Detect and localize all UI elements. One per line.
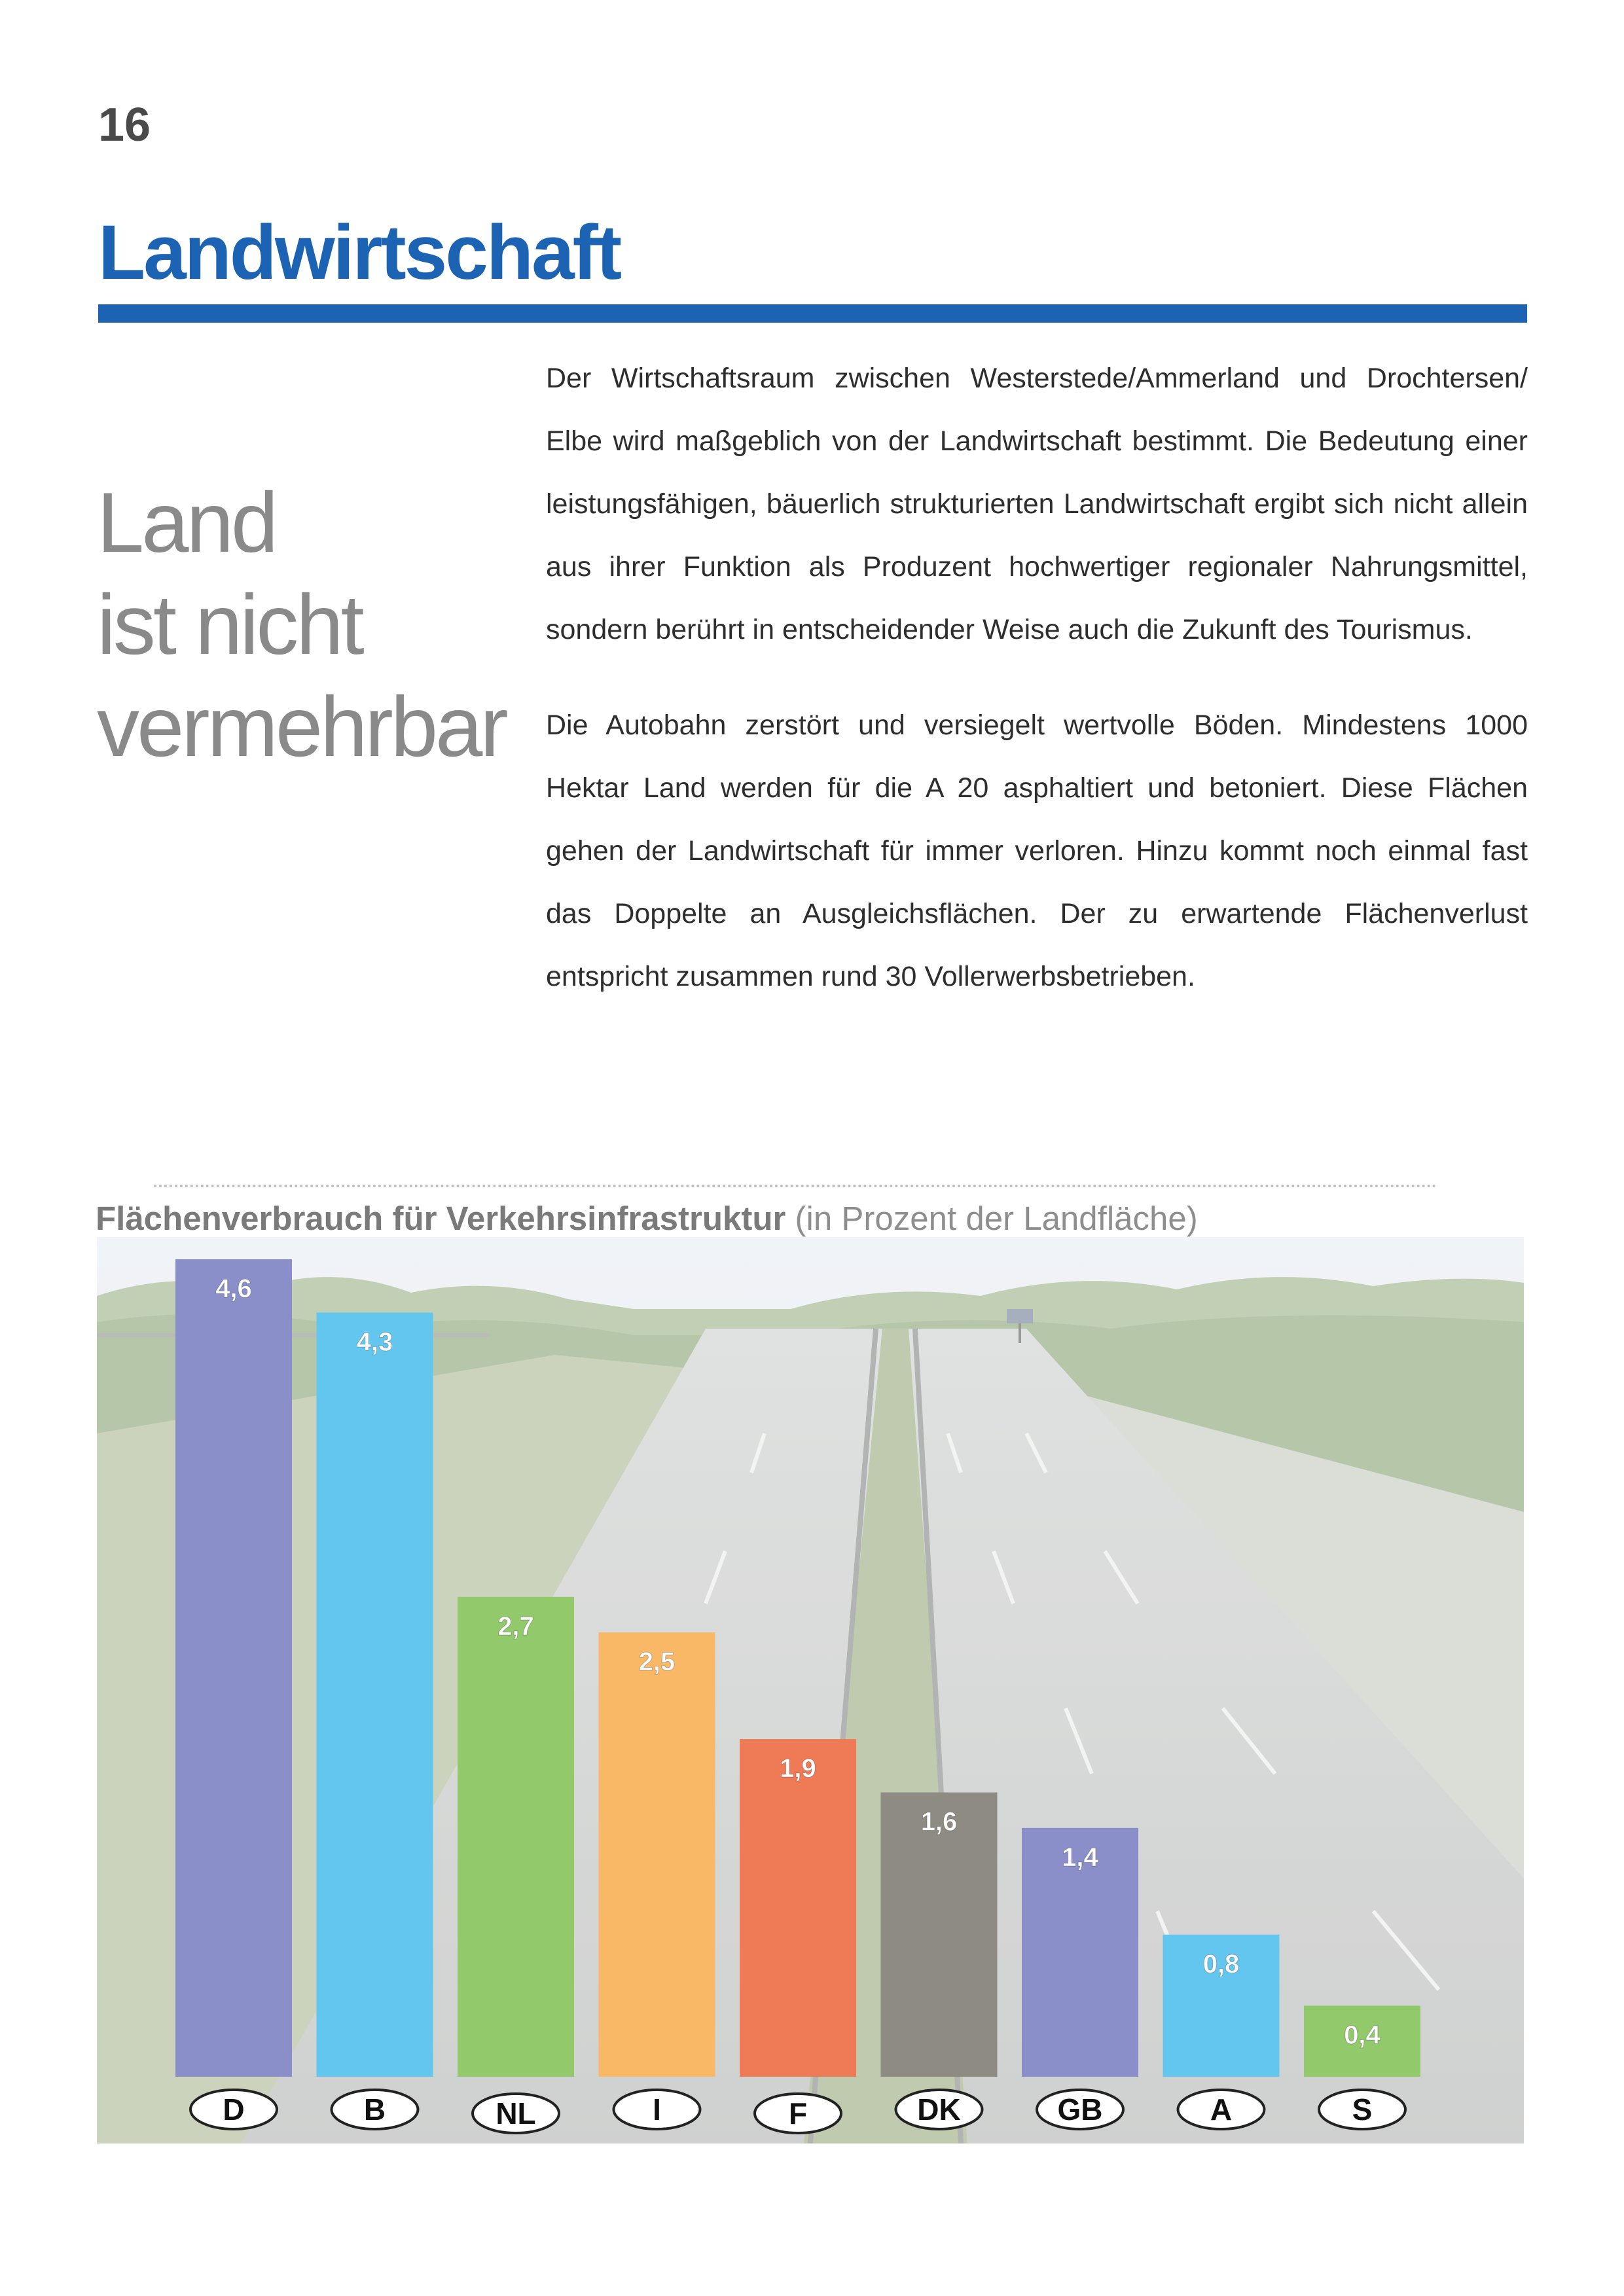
value-label-nl: 2,7 [497, 1611, 534, 1641]
bar-b [317, 1312, 433, 2077]
category-label-gb: GB [1057, 2092, 1103, 2126]
dotted-divider [154, 1185, 1437, 1187]
pull-quote [97, 471, 506, 778]
bar-f [740, 1739, 856, 2077]
title-rule [98, 304, 1527, 323]
category-label-f: F [788, 2096, 808, 2130]
paragraph-2: Die Autobahn zerstört und versiegelt wertvolle Böden. Mindestens 1000 Hektar Land werden für die A 20 asphaltiert und betoniert. Diese Flächen gehen der Landwirtschaft für immer verloren. Hinzu kommt noch einmal fast das Doppelte an Ausgleichsflächen. Der zu erwartende Flächenverlust entspricht zusammen rund 30 Vollerwerbsbetrieben. [546, 709, 1528, 992]
category-label-i: I [653, 2092, 661, 2126]
category-labels [190, 2090, 1405, 2133]
value-label-d: 4,6 [215, 1274, 252, 1303]
pull-quote-line-1: Land [97, 475, 276, 570]
chart-title-unit: (in Prozent der Landfläche) [795, 1200, 1198, 1237]
value-label-b: 4,3 [356, 1327, 393, 1357]
value-label-a: 0,8 [1202, 1949, 1240, 1979]
category-label-d: D [223, 2092, 245, 2126]
value-label-gb: 1,4 [1062, 1842, 1098, 1872]
chart-title [96, 1199, 1198, 1238]
value-label-f: 1,9 [780, 1754, 816, 1784]
bar-chart [97, 1237, 1524, 2144]
value-label-dk: 1,6 [920, 1807, 958, 1837]
value-label-s: 0,4 [1344, 2020, 1380, 2050]
bar-i [599, 1632, 715, 2077]
value-label-i: 2,5 [638, 1647, 676, 1677]
paragraph-1: Der Wirtschaftsraum zwischen Westerstede/Ammerland und Drochtersen/ Elbe wird maßgeblich von der Landwirtschaft bestimmt. Die Bedeutung einer leistungsfähigen, bäuerlich strukturierten Landwirtschaft ergibt sich nicht allein aus ihrer Funktion als Produzent hochwertiger regionaler Nahrungsmittel, sondern berührt in entscheidender Weise auch die Zukunft des Tourismus. [546, 363, 1528, 645]
category-label-a: A [1210, 2092, 1233, 2126]
pull-quote-line-3: vermehrbar [97, 679, 506, 774]
chart-title-main: Flächenverbrauch für Verkehrsinfrastruktur [96, 1200, 786, 1237]
section-title: Landwirtschaft [98, 209, 621, 296]
pull-quote-line-2: ist nicht [97, 577, 362, 672]
page-number: 16 [98, 99, 151, 151]
bar-d [175, 1259, 292, 2077]
category-label-b: B [363, 2092, 386, 2126]
category-label-dk: DK [917, 2092, 961, 2126]
chart-svg [97, 1237, 1524, 2144]
bar-nl [458, 1597, 574, 2077]
category-label-nl: NL [496, 2096, 536, 2130]
category-label-s: S [1352, 2092, 1373, 2126]
